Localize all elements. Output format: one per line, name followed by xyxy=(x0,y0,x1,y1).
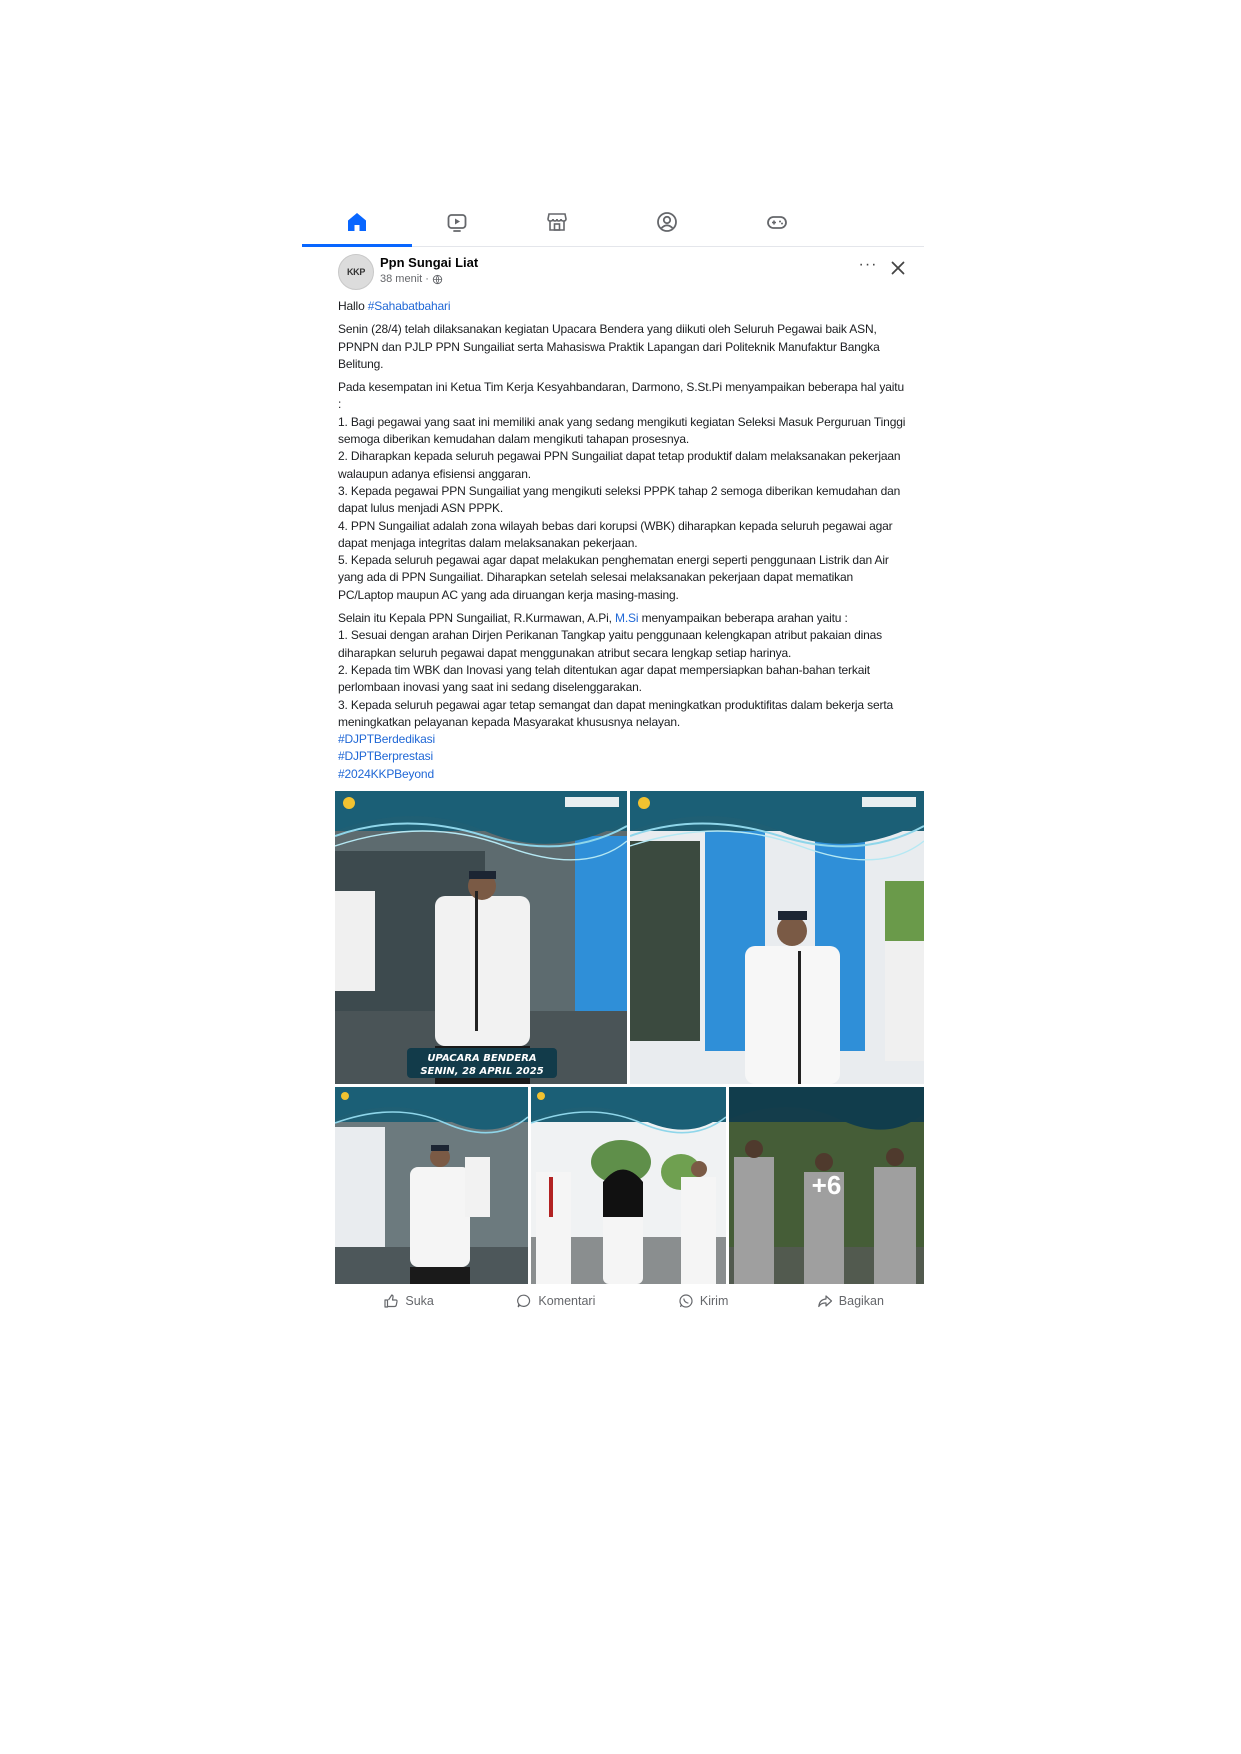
send-button[interactable] xyxy=(630,1290,777,1312)
tab-marketplace[interactable] xyxy=(502,200,612,244)
tab-home[interactable] xyxy=(302,200,412,247)
photo-1[interactable] xyxy=(335,791,627,1084)
photo-4[interactable] xyxy=(531,1087,726,1284)
like-label: Suka xyxy=(405,1294,434,1308)
share-label: Bagikan xyxy=(838,1294,884,1308)
list-item: 1. Bagi pegawai yang saat ini memiliki anak yang sedang mengikuti kegiatan Seleksi Masuk Perguruan Tinggi semoga diberikan kemudahan dalam mengikuti tahapan prosesnya. xyxy=(338,414,906,447)
hashtag-link[interactable]: #Sahabatbahari xyxy=(367,299,451,313)
post-window xyxy=(302,200,924,1312)
greeting-text: Hallo xyxy=(338,299,368,313)
photo-caption-line-1: UPACARA BENDERA xyxy=(427,1053,537,1064)
photo-2-image xyxy=(630,791,924,1084)
post-text xyxy=(338,298,908,783)
more-photos-overlay[interactable]: +6 xyxy=(729,1087,924,1284)
hashtag-link[interactable]: #DJPTBerdedikasi xyxy=(338,732,435,747)
photo-3[interactable] xyxy=(335,1087,528,1284)
globe-icon xyxy=(432,274,443,285)
list-item: 3. Kepada seluruh pegawai agar tetap semangat dan dapat meningkatkan produktifitas dalam bekerja serta meningkatkan pelayanan kepada Masyarakat khususnya nelayan. xyxy=(338,697,894,729)
close-button[interactable] xyxy=(888,258,908,278)
hashtag-list xyxy=(338,731,908,783)
post-meta xyxy=(380,273,443,285)
list-item: 4. PPN Sungailiat adalah zona wilayah bebas dari korupsi (WBK) diharapkan kepada seluruh pegawai agar dapat menjaga integritas dalam melaksanakan pekerjaan. xyxy=(338,518,893,550)
photo-1-image xyxy=(335,791,627,1084)
post-time[interactable]: 38 menit · xyxy=(380,273,429,285)
like-icon xyxy=(383,1293,399,1309)
photo-3-image xyxy=(335,1087,528,1284)
greeting-line xyxy=(338,298,908,315)
paragraph-3 xyxy=(338,610,908,731)
paragraph-2 xyxy=(338,379,908,604)
more-options-icon: ··· xyxy=(858,256,878,273)
share-icon xyxy=(817,1293,833,1309)
hashtag-link[interactable]: #DJPTBerprestasi xyxy=(338,749,433,764)
paragraph-1: Senin (28/4) telah dilaksanakan kegiatan Upacara Bendera yang diikuti oleh Seluruh Pegawai baik ASN, PPNPN dan PJLP PPN Sungailiat serta Mahasiswa Praktik Lapangan dari Politeknik Manufaktur Bangka Belitung. xyxy=(338,322,880,371)
send-label: Kirim xyxy=(699,1294,729,1308)
share-button[interactable] xyxy=(777,1290,924,1312)
profile-icon xyxy=(655,210,679,234)
photo-5-more[interactable] xyxy=(729,1087,924,1284)
list-item: 5. Kepada seluruh pegawai agar dapat melakukan penghematan energi seperti penggunaan Listrik dan Air yang ada di PPN Sungailiat. Diharapkan setelah selesai melaksanakan pekerjaan dapat mematikan PC/Laptop maupun AC yang ada diruangan kerja masing-masing. xyxy=(338,553,889,602)
author-name[interactable]: Ppn Sungai Liat xyxy=(380,255,479,270)
comment-label: Komentari xyxy=(538,1294,596,1308)
photo-caption-line-2: SENIN, 28 APRIL 2025 xyxy=(420,1066,544,1077)
avatar[interactable] xyxy=(338,254,374,290)
tab-video[interactable] xyxy=(402,200,512,244)
post-action-bar xyxy=(335,1290,924,1312)
paragraph-2-intro: Pada kesempatan ini Ketua Tim Kerja Kesyahbandaran, Darmono, S.St.Pi menyampaikan beberapa hal yaitu : xyxy=(338,380,905,412)
avatar-logo-text: KKP xyxy=(346,267,366,277)
comment-button[interactable] xyxy=(482,1290,629,1312)
hashtag-link[interactable]: #2024KKPBeyond xyxy=(338,766,434,781)
gaming-icon xyxy=(765,210,789,234)
list-item: 3. Kepada pegawai PPN Sungailiat yang mengikuti seleksi PPPK tahap 2 semoga diberikan kemudahan dan dapat lulus menjadi ASN PPPK. xyxy=(338,483,901,516)
photo-grid xyxy=(335,791,924,1284)
tab-gaming[interactable] xyxy=(722,200,832,244)
marketplace-icon xyxy=(545,210,569,234)
inline-link[interactable]: M.Si xyxy=(615,611,639,626)
list-item: 2. Kepada tim WBK dan Inovasi yang telah ditentukan agar dapat mempersiapkan bahan-bahan terkait perlombaan inovasi yang saat ini sedang diselenggarakan. xyxy=(338,662,870,695)
photo-2[interactable] xyxy=(630,791,924,1084)
photo-4-image xyxy=(531,1087,726,1284)
more-options-button[interactable] xyxy=(858,258,878,278)
close-icon xyxy=(888,258,908,278)
paragraph-3-intro xyxy=(338,610,908,627)
paragraph-3-intro-text-end: menyampaikan beberapa arahan yaitu : xyxy=(638,611,848,626)
video-icon xyxy=(445,210,469,234)
home-icon xyxy=(345,210,369,234)
paragraph-3-intro-text: Selain itu Kepala PPN Sungailiat, R.Kurmawan, A.Pi, xyxy=(338,611,616,626)
list-item: 1. Sesuai dengan arahan Dirjen Perikanan Tangkap yaitu penggunaan kelengkapan atribut pakaian dinas diharapkan seluruh pegawai dapat menggunakan atribut secara lengkap setiap harinya. xyxy=(338,628,883,660)
whatsapp-icon xyxy=(678,1293,694,1309)
comment-icon xyxy=(516,1293,532,1309)
post-header xyxy=(338,254,898,294)
like-button[interactable] xyxy=(335,1290,482,1312)
tab-profile[interactable] xyxy=(612,200,722,244)
top-navigation xyxy=(302,200,924,247)
list-item: 2. Diharapkan kepada seluruh pegawai PPN Sungailiat dapat tetap produktif dalam melaksanakan pekerjaan walaupun adanya efisiensi anggaran. xyxy=(338,449,901,481)
